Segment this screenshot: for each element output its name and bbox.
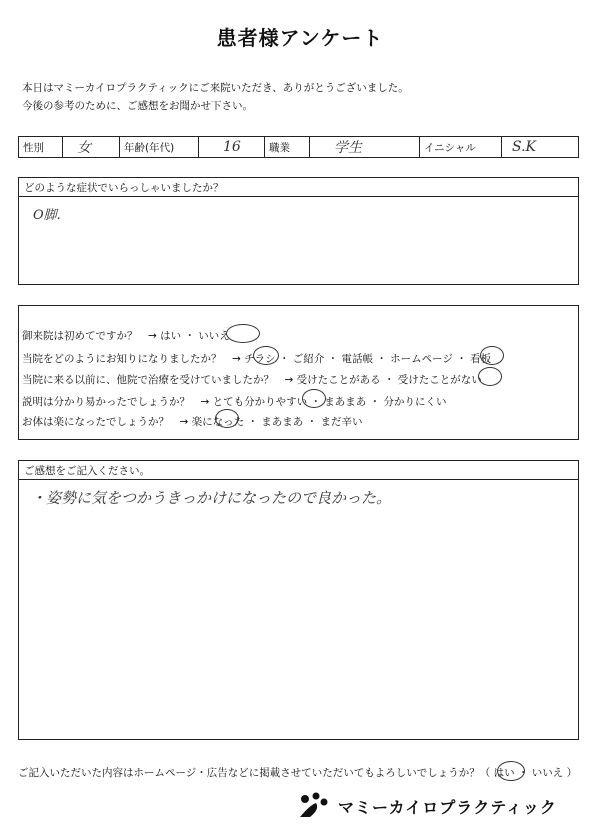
question-explanation: 説明は分かり易かったでしょうか？ → とても分かりやすい ・ まあまあ ・ 分かりにくい: [22, 396, 447, 408]
age-label: 年齢(年代): [120, 137, 199, 157]
logo-icon: [296, 791, 332, 819]
info-row: [18, 136, 579, 158]
job-value: 学生: [310, 137, 420, 157]
initial-value: S.K: [512, 139, 537, 155]
circle-mark-yasui: [302, 389, 326, 408]
impressions-box: [18, 460, 579, 740]
circle-mark-nai: [478, 367, 502, 386]
circle-mark-hai: [497, 761, 525, 781]
clinic-logo-text: マミーカイロプラクティック: [338, 798, 557, 817]
question-body-condition: お体は楽になったでしょうか？ → 楽になった ・ まあまあ ・ まだ辛い: [22, 416, 363, 428]
intro-line-2: 今後の参考のために、ご感想をお聞かせ下さい。: [22, 100, 253, 112]
gender-value: 女: [63, 137, 120, 157]
impressions-answer: ・姿勢に気をつかうきっかけになったので良かった。: [31, 489, 392, 507]
initial-label: イニシャル: [420, 137, 502, 157]
job-label: 職業: [265, 137, 310, 157]
intro-line-1: 本日はマミーカイロプラクティックにご来院いただき、ありがとうございました。: [22, 82, 409, 94]
circle-mark-kanban: [480, 346, 504, 365]
publish-permission-question: ご記入いただいた内容はホームページ・広告などに掲載させていただいてもよろしいでしょうか？（ はい ・ いいえ ）: [18, 767, 578, 779]
symptoms-question: どのような症状でいらっしゃいましたか？: [19, 178, 578, 197]
page-title: 患者様アンケート: [216, 26, 384, 50]
symptoms-answer: O脚.: [33, 208, 61, 223]
age-value: 16: [199, 137, 265, 157]
impressions-question: ご感想をご記入ください。: [19, 461, 578, 480]
circle-mark-iie: [226, 324, 260, 343]
question-prior-treatment: 当院に来る以前に、他院で治療を受けていましたか？ → 受けたことがある ・ 受けたことがない: [22, 374, 482, 386]
circle-mark-natta: [215, 409, 239, 428]
question-how-found: 当院をどのようにお知りになりましたか？ → チラシ ・ ご紹介 ・ 電話帳 ・ ホームページ ・ 看板: [22, 353, 492, 365]
question-first-visit: 御来院は初めてですか？ → はい ・ いいえ: [22, 330, 230, 342]
symptoms-box: [18, 177, 579, 285]
gender-label: 性別: [19, 137, 63, 157]
circle-mark-chirashi: [253, 346, 279, 365]
